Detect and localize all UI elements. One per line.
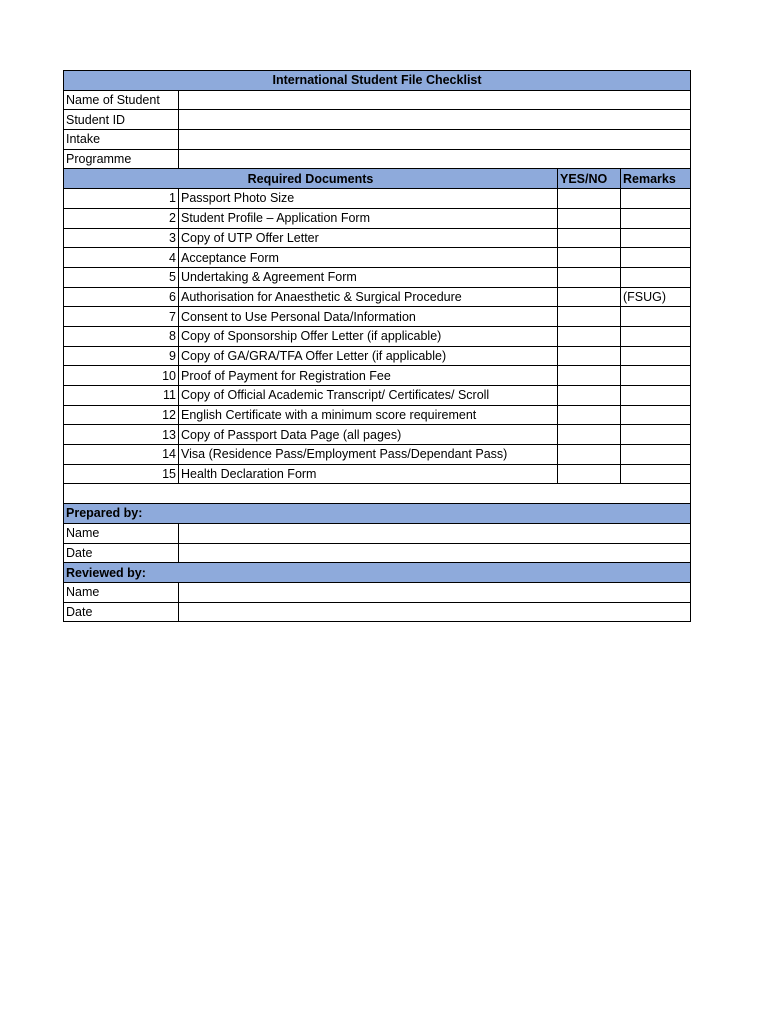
document-row <box>64 464 691 484</box>
info-label: Programme <box>64 149 179 169</box>
remarks-cell[interactable] <box>621 366 691 386</box>
checklist-table <box>63 70 691 622</box>
reviewed-by-name-label: Name <box>64 582 179 602</box>
spacer-cell <box>64 484 691 504</box>
info-value-field[interactable] <box>179 130 691 150</box>
document-name: Copy of Official Academic Transcript/ Certificates/ Scroll <box>179 386 558 406</box>
info-label: Student ID <box>64 110 179 130</box>
document-row <box>64 208 691 228</box>
document-number: 5 <box>64 267 179 287</box>
yes-no-cell[interactable] <box>558 189 621 209</box>
document-name: Undertaking & Agreement Form <box>179 267 558 287</box>
info-label: Name of Student <box>64 90 179 110</box>
info-row <box>64 149 691 169</box>
document-name: Student Profile – Application Form <box>179 208 558 228</box>
reviewed-by-field-row <box>64 602 691 622</box>
document-number: 9 <box>64 346 179 366</box>
prepared-by-name-field[interactable] <box>179 523 691 543</box>
document-row <box>64 346 691 366</box>
remarks-cell[interactable] <box>621 248 691 268</box>
document-name: Copy of GA/GRA/TFA Offer Letter (if applicable) <box>179 346 558 366</box>
document-row <box>64 287 691 307</box>
info-row <box>64 130 691 150</box>
document-name: Copy of Sponsorship Offer Letter (if applicable) <box>179 326 558 346</box>
document-row <box>64 405 691 425</box>
document-name: Proof of Payment for Registration Fee <box>179 366 558 386</box>
remarks-cell[interactable] <box>621 228 691 248</box>
document-row <box>64 425 691 445</box>
document-number: 10 <box>64 366 179 386</box>
prepared-by-heading: Prepared by: <box>64 504 691 524</box>
document-name: Copy of Passport Data Page (all pages) <box>179 425 558 445</box>
document-row <box>64 445 691 465</box>
document-row <box>64 326 691 346</box>
yes-no-cell[interactable] <box>558 464 621 484</box>
remarks-cell[interactable] <box>621 326 691 346</box>
yes-no-cell[interactable] <box>558 208 621 228</box>
remarks-cell[interactable] <box>621 208 691 228</box>
document-name: Consent to Use Personal Data/Information <box>179 307 558 327</box>
document-number: 2 <box>64 208 179 228</box>
document-number: 7 <box>64 307 179 327</box>
document-name: Authorisation for Anaesthetic & Surgical Procedure <box>179 287 558 307</box>
prepared-by-field-row <box>64 523 691 543</box>
document-row <box>64 228 691 248</box>
document-number: 6 <box>64 287 179 307</box>
document-number: 14 <box>64 445 179 465</box>
title-row <box>64 71 691 91</box>
remarks-cell[interactable] <box>621 267 691 287</box>
info-label: Intake <box>64 130 179 150</box>
yes-no-cell[interactable] <box>558 366 621 386</box>
document-number: 3 <box>64 228 179 248</box>
document-name: Visa (Residence Pass/Employment Pass/Dependant Pass) <box>179 445 558 465</box>
yes-no-header: YES/NO <box>558 169 621 189</box>
document-row <box>64 267 691 287</box>
prepared-by-date-field[interactable] <box>179 543 691 563</box>
prepared-by-field-row <box>64 543 691 563</box>
info-row <box>64 90 691 110</box>
document-number: 4 <box>64 248 179 268</box>
document-row <box>64 189 691 209</box>
document-number: 13 <box>64 425 179 445</box>
prepared-by-name-label: Name <box>64 523 179 543</box>
yes-no-cell[interactable] <box>558 445 621 465</box>
document-name: Acceptance Form <box>179 248 558 268</box>
document-row <box>64 386 691 406</box>
prepared-by-heading-row <box>64 504 691 524</box>
remarks-cell[interactable] <box>621 464 691 484</box>
checklist-title: International Student File Checklist <box>64 71 691 91</box>
remarks-cell[interactable]: (FSUG) <box>621 287 691 307</box>
document-name: English Certificate with a minimum score requirement <box>179 405 558 425</box>
remarks-cell[interactable] <box>621 386 691 406</box>
prepared-by-date-label: Date <box>64 543 179 563</box>
yes-no-cell[interactable] <box>558 346 621 366</box>
yes-no-cell[interactable] <box>558 425 621 445</box>
yes-no-cell[interactable] <box>558 405 621 425</box>
reviewed-by-field-row <box>64 582 691 602</box>
remarks-cell[interactable] <box>621 346 691 366</box>
document-row <box>64 248 691 268</box>
reviewed-by-date-label: Date <box>64 602 179 622</box>
document-number: 8 <box>64 326 179 346</box>
remarks-cell[interactable] <box>621 307 691 327</box>
reviewed-by-heading-row <box>64 563 691 583</box>
document-number: 11 <box>64 386 179 406</box>
spacer-row <box>64 484 691 504</box>
yes-no-cell[interactable] <box>558 267 621 287</box>
document-number: 12 <box>64 405 179 425</box>
remarks-cell[interactable] <box>621 189 691 209</box>
document-number: 15 <box>64 464 179 484</box>
yes-no-cell[interactable] <box>558 326 621 346</box>
reviewed-by-heading: Reviewed by: <box>64 563 691 583</box>
yes-no-cell[interactable] <box>558 307 621 327</box>
document-name: Copy of UTP Offer Letter <box>179 228 558 248</box>
yes-no-cell[interactable] <box>558 287 621 307</box>
required-documents-header: Required Documents <box>64 169 558 189</box>
document-name: Passport Photo Size <box>179 189 558 209</box>
document-row <box>64 307 691 327</box>
remarks-cell[interactable] <box>621 405 691 425</box>
info-row <box>64 110 691 130</box>
documents-header-row <box>64 169 691 189</box>
document-number: 1 <box>64 189 179 209</box>
remarks-header: Remarks <box>621 169 691 189</box>
document-name: Health Declaration Form <box>179 464 558 484</box>
yes-no-cell[interactable] <box>558 248 621 268</box>
reviewed-by-name-field[interactable] <box>179 582 691 602</box>
remarks-cell[interactable] <box>621 445 691 465</box>
yes-no-cell[interactable] <box>558 386 621 406</box>
document-row <box>64 366 691 386</box>
info-value-field[interactable] <box>179 149 691 169</box>
remarks-cell[interactable] <box>621 425 691 445</box>
info-value-field[interactable] <box>179 90 691 110</box>
yes-no-cell[interactable] <box>558 228 621 248</box>
reviewed-by-date-field[interactable] <box>179 602 691 622</box>
info-value-field[interactable] <box>179 110 691 130</box>
